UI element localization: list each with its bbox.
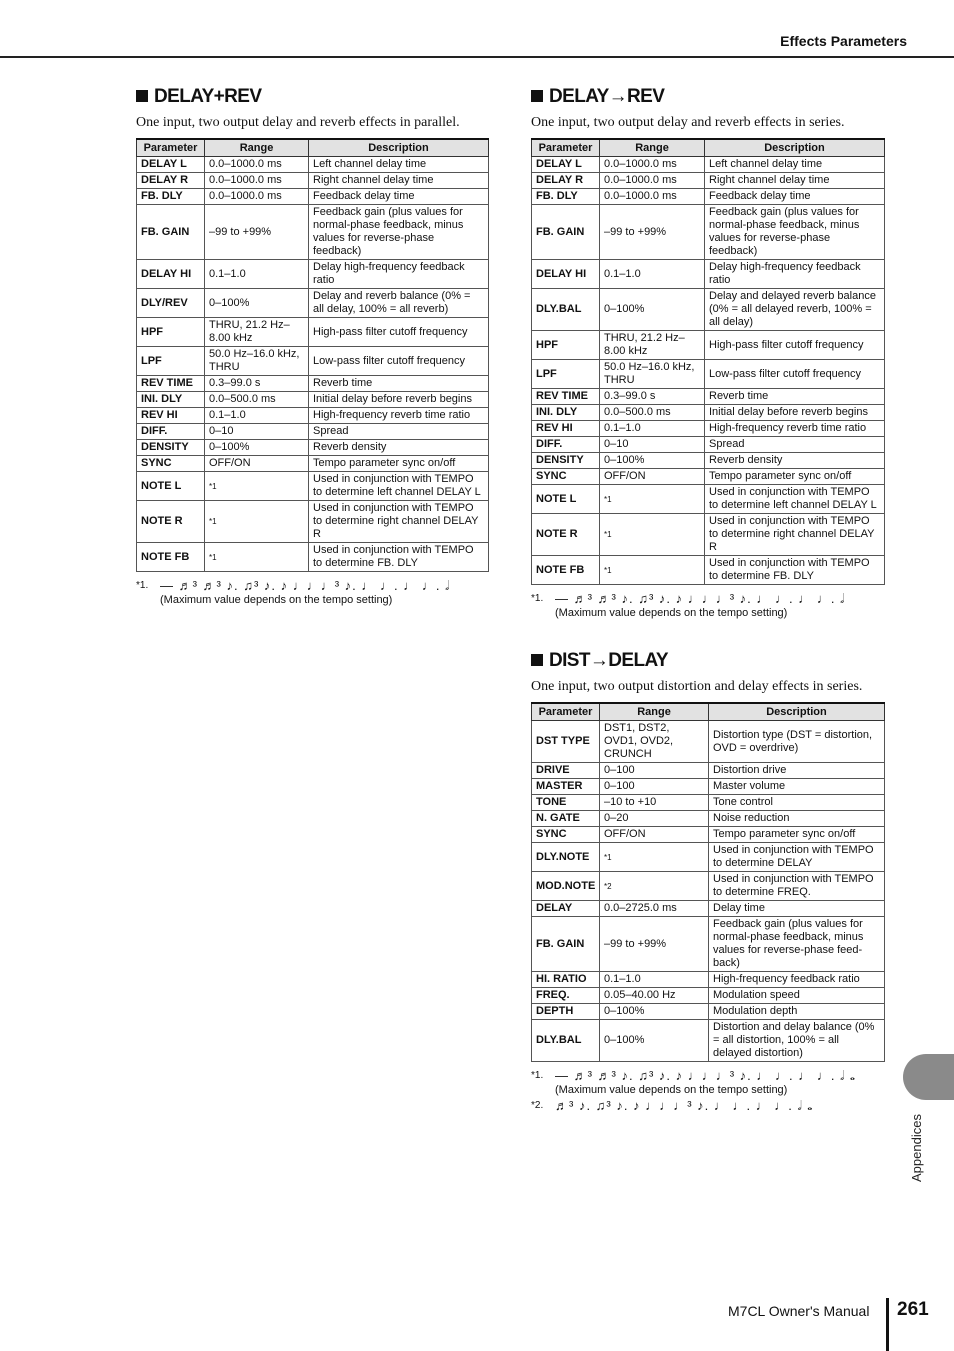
table-row [532,917,885,972]
footnote-subtext: (Maximum value depends on the tempo setting) [160,594,393,606]
table-row [137,157,489,173]
parameter-name: DST TYPE [532,721,600,763]
table-row [137,501,489,543]
table-row [532,331,885,360]
table-row [532,763,885,779]
table-row [137,289,489,318]
section-title [531,86,884,108]
description-text: Used in conjunction with TEMPO to determine DELAY [709,843,885,872]
parameter-name: NOTE R [137,501,205,543]
table-row [532,988,885,1004]
description-text: Feedback gain (plus values for normal-phase feedback, minus values for reverse-phase feed-back) [709,917,885,972]
range-value: 0.3–99.0 s [205,376,309,392]
description-text: Delay and delayed reverb balance (0% = all delayed reverb, 100% = all delay) [705,289,885,331]
description-text: Right channel delay time [309,173,489,189]
table-row [532,514,885,556]
footnote-2 [531,1100,884,1114]
range-value: 0.1–1.0 [600,260,705,289]
range-value: 0–100% [205,289,309,318]
square-bullet-icon [531,90,543,102]
parameter-name: REV TIME [532,389,600,405]
range-value: 0–100% [600,1020,709,1062]
parameter-name: INI. DLY [137,392,205,408]
table-row [532,795,885,811]
col-header-range: Range [600,139,705,157]
table-row [137,189,489,205]
range-value: –99 to +99% [600,917,709,972]
section-description: One input, two output distortion and delay effects in series. [531,679,863,694]
footnote-mark: *2. [531,1100,544,1111]
parameter-name: FB. DLY [532,189,600,205]
range-value: 0–100% [600,1004,709,1020]
range-value: 0.0–2725.0 ms [600,901,709,917]
col-header-range: Range [205,139,309,157]
description-text: Feedback delay time [309,189,489,205]
table-row [532,556,885,585]
section-title-text: DIST→DELAY [549,650,668,671]
description-text: Distortion drive [709,763,885,779]
parameter-name: NOTE R [532,514,600,556]
parameter-name: DENSITY [137,440,205,456]
range-value: 0.0–1000.0 ms [205,189,309,205]
parameter-name: DLY.NOTE [532,843,600,872]
parameter-name: INI. DLY [532,405,600,421]
table-row [532,405,885,421]
parameter-name: DLY/REV [137,289,205,318]
section-title-text: DELAY+REV [154,86,262,107]
range-value: –99 to +99% [600,205,705,260]
table-row [532,721,885,763]
parameter-name: LPF [532,360,600,389]
range-value: *1 [600,485,705,514]
parameter-table [531,138,885,585]
description-text: Delay high-frequency feedback ratio [705,260,885,289]
col-header-parameter: Parameter [532,139,600,157]
table-row [137,376,489,392]
description-text: Used in conjunction with TEMPO to determine right channel DELAY R [705,514,885,556]
table-row [532,360,885,389]
description-text: Delay high-frequency feedback ratio [309,260,489,289]
parameter-name: REV TIME [137,376,205,392]
note-values-icon: — ♬³ ♬³ ♪. ♫³ ♪. ♪ ♩♩♩³ ♪. ♩ ♩. ♩ ♩. 𝅗𝅥 [555,591,846,606]
description-text: Initial delay before reverb begins [705,405,885,421]
section-delay-to-rev [531,86,884,621]
footnote-1 [531,1070,884,1084]
footnote-subtext: (Maximum value depends on the tempo setting) [555,607,788,619]
section-delay-plus-rev [136,86,488,608]
parameter-name: NOTE L [532,485,600,514]
table-row [137,440,489,456]
description-text: Used in conjunction with TEMPO to determine left channel DELAY L [705,485,885,514]
footnote-subtext: (Maximum value depends on the tempo setting) [555,1084,788,1096]
parameter-name: REV HI [532,421,600,437]
range-value: 0.0–1000.0 ms [205,173,309,189]
footnote-mark: *1. [531,593,544,604]
range-value: 0.0–500.0 ms [205,392,309,408]
range-value: 0.05–40.00 Hz [600,988,709,1004]
range-value: 0.1–1.0 [600,972,709,988]
range-value: 0–100 [600,779,709,795]
table-row [137,408,489,424]
range-value: 0.0–1000.0 ms [600,173,705,189]
parameter-name: DELAY R [532,173,600,189]
table-row [532,421,885,437]
range-value: 0–100% [205,440,309,456]
parameter-name: DLY.BAL [532,289,600,331]
table-row [532,289,885,331]
parameter-name: DELAY R [137,173,205,189]
section-title-text: DELAY→REV [549,86,665,107]
range-value: OFF/ON [205,456,309,472]
description-text: Master volume [709,779,885,795]
description-text: High-frequency feedback ratio [709,972,885,988]
table-row [532,779,885,795]
parameter-name: DELAY HI [532,260,600,289]
description-text: Tempo parameter sync on/off [309,456,489,472]
footnote-1 [531,593,884,607]
section-dist-to-delay [531,650,884,1114]
parameter-name: DENSITY [532,453,600,469]
description-text: Feedback gain (plus values for normal-phase feedback, minus values for reverse-phase feedback) [705,205,885,260]
table-row [532,157,885,173]
range-value: *1 [205,472,309,501]
description-text: Tempo parameter sync on/off [709,827,885,843]
description-text: Feedback gain (plus values for normal-phase feedback, minus values for reverse-phase feedback) [309,205,489,260]
table-row [137,392,489,408]
parameter-name: FB. GAIN [137,205,205,260]
page-number: 261 [897,1299,929,1320]
parameter-name: NOTE L [137,472,205,501]
footnote-mark: *1. [136,580,149,591]
range-value: 0.0–1000.0 ms [205,157,309,173]
description-text: Feedback delay time [705,189,885,205]
side-tab-label: Appendices [909,1114,924,1182]
range-value: *1 [205,543,309,572]
note-values-icon: ♬³ ♪. ♫³ ♪. ♪ ♩♩♩³ ♪. ♩ ♩. ♩ ♩. 𝅗𝅥 𝅝 [555,1098,814,1113]
description-text: Low-pass filter cutoff frequency [705,360,885,389]
range-value: 0.0–1000.0 ms [600,157,705,173]
range-value: 0–20 [600,811,709,827]
parameter-name: FREQ. [532,988,600,1004]
range-value: 0.1–1.0 [205,408,309,424]
range-value: *2 [600,872,709,901]
table-row [532,389,885,405]
range-value: *1 [600,514,705,556]
description-text: Left channel delay time [309,157,489,173]
col-header-range: Range [600,703,709,721]
col-header-description: Description [709,703,885,721]
range-value: 0–10 [600,437,705,453]
description-text: Used in conjunction with TEMPO to determine FB. DLY [705,556,885,585]
table-row [532,469,885,485]
parameter-name: HI. RATIO [532,972,600,988]
parameter-name: FB. DLY [137,189,205,205]
description-text: Left channel delay time [705,157,885,173]
parameter-name: DRIVE [532,763,600,779]
parameter-name: HPF [137,318,205,347]
description-text: Distortion and delay balance (0% = all distortion, 100% = all delayed distortion) [709,1020,885,1062]
range-value: 0–10 [205,424,309,440]
running-header: Effects Parameters [780,33,907,49]
parameter-name: DELAY [532,901,600,917]
table-row [137,472,489,501]
parameter-name: LPF [137,347,205,376]
description-text: Distortion type (DST = distortion, OVD = overdrive) [709,721,885,763]
description-text: Reverb time [705,389,885,405]
range-value: –99 to +99% [205,205,309,260]
range-value: 0–100% [600,289,705,331]
parameter-name: SYNC [532,827,600,843]
range-value: 0.1–1.0 [600,421,705,437]
footnote-1 [136,580,488,594]
header-rule [0,56,954,58]
range-value: 50.0 Hz–16.0 kHz, THRU [205,347,309,376]
parameter-name: FB. GAIN [532,205,600,260]
parameter-name: NOTE FB [137,543,205,572]
description-text: Used in conjunction with TEMPO to determine FREQ. [709,872,885,901]
table-row [532,453,885,469]
range-value: *1 [600,843,709,872]
col-header-parameter: Parameter [137,139,205,157]
range-value: *1 [600,556,705,585]
parameter-name: TONE [532,795,600,811]
col-header-description: Description [309,139,489,157]
range-value: 0.3–99.0 s [600,389,705,405]
table-row [532,173,885,189]
range-value: 50.0 Hz–16.0 kHz, THRU [600,360,705,389]
table-row [532,843,885,872]
table-row [137,543,489,572]
range-value: DST1, DST2, OVD1, OVD2, CRUNCH [600,721,709,763]
range-value: –10 to +10 [600,795,709,811]
range-value: 0.0–1000.0 ms [600,189,705,205]
table-row [532,811,885,827]
parameter-name: DIFF. [532,437,600,453]
description-text: High-frequency reverb time ratio [309,408,489,424]
range-value: OFF/ON [600,827,709,843]
parameter-name: N. GATE [532,811,600,827]
description-text: High-frequency reverb time ratio [705,421,885,437]
side-tab [903,1054,954,1100]
parameter-name: MASTER [532,779,600,795]
table-row [532,901,885,917]
range-value: 0–100 [600,763,709,779]
parameter-name: FB. GAIN [532,917,600,972]
footer-bar [886,1298,889,1351]
range-value: 0.1–1.0 [205,260,309,289]
footer-manual-title: M7CL Owner's Manual [728,1303,870,1319]
description-text: Low-pass filter cutoff frequency [309,347,489,376]
table-row [532,1020,885,1062]
square-bullet-icon [136,90,148,102]
section-title [531,650,884,672]
table-row [532,437,885,453]
description-text: Reverb time [309,376,489,392]
description-text: Tone control [709,795,885,811]
footnote-mark: *1. [531,1070,544,1081]
range-value: THRU, 21.2 Hz–8.00 kHz [205,318,309,347]
section-description: One input, two output delay and reverb effects in series. [531,115,845,130]
range-value: *1 [205,501,309,543]
table-row [532,972,885,988]
table-row [532,205,885,260]
table-row [137,318,489,347]
section-title [136,86,488,108]
description-text: Modulation speed [709,988,885,1004]
description-text: Used in conjunction with TEMPO to determine right channel DELAY R [309,501,489,543]
table-row [137,205,489,260]
description-text: Right channel delay time [705,173,885,189]
description-text: Used in conjunction with TEMPO to determine left channel DELAY L [309,472,489,501]
parameter-name: DEPTH [532,1004,600,1020]
table-row [532,260,885,289]
description-text: High-pass filter cutoff frequency [309,318,489,347]
section-description: One input, two output delay and reverb effects in parallel. [136,115,460,130]
range-value: 0.0–500.0 ms [600,405,705,421]
table-row [137,260,489,289]
table-row [532,189,885,205]
description-text: Delay time [709,901,885,917]
parameter-name: MOD.NOTE [532,872,600,901]
description-text: High-pass filter cutoff frequency [705,331,885,360]
table-row [532,872,885,901]
table-row [137,424,489,440]
col-header-description: Description [705,139,885,157]
table-row [532,827,885,843]
parameter-table [531,702,885,1062]
table-row [532,1004,885,1020]
description-text: Spread [705,437,885,453]
parameter-name: DELAY L [137,157,205,173]
parameter-name: DELAY L [532,157,600,173]
col-header-parameter: Parameter [532,703,600,721]
parameter-name: DLY.BAL [532,1020,600,1062]
table-row [137,173,489,189]
parameter-name: NOTE FB [532,556,600,585]
parameter-name: DELAY HI [137,260,205,289]
table-row [532,485,885,514]
range-value: OFF/ON [600,469,705,485]
note-values-icon: — ♬³ ♬³ ♪. ♫³ ♪. ♪ ♩♩♩³ ♪. ♩ ♩. ♩ ♩. 𝅗𝅥 [160,578,451,593]
description-text: Delay and reverb balance (0% = all delay, 100% = all reverb) [309,289,489,318]
square-bullet-icon [531,654,543,666]
description-text: Used in conjunction with TEMPO to determine FB. DLY [309,543,489,572]
table-row [137,456,489,472]
parameter-name: REV HI [137,408,205,424]
description-text: Modulation depth [709,1004,885,1020]
description-text: Reverb density [705,453,885,469]
description-text: Spread [309,424,489,440]
parameter-table [136,138,489,572]
note-values-icon: — ♬³ ♬³ ♪. ♫³ ♪. ♪ ♩♩♩³ ♪. ♩ ♩. ♩ ♩. 𝅗𝅥 𝅝 [555,1068,856,1083]
parameter-name: HPF [532,331,600,360]
parameter-name: SYNC [137,456,205,472]
description-text: Initial delay before reverb begins [309,392,489,408]
parameter-name: SYNC [532,469,600,485]
description-text: Tempo parameter sync on/off [705,469,885,485]
description-text: Noise reduction [709,811,885,827]
parameter-name: DIFF. [137,424,205,440]
table-row [137,347,489,376]
range-value: 0–100% [600,453,705,469]
description-text: Reverb density [309,440,489,456]
range-value: THRU, 21.2 Hz–8.00 kHz [600,331,705,360]
